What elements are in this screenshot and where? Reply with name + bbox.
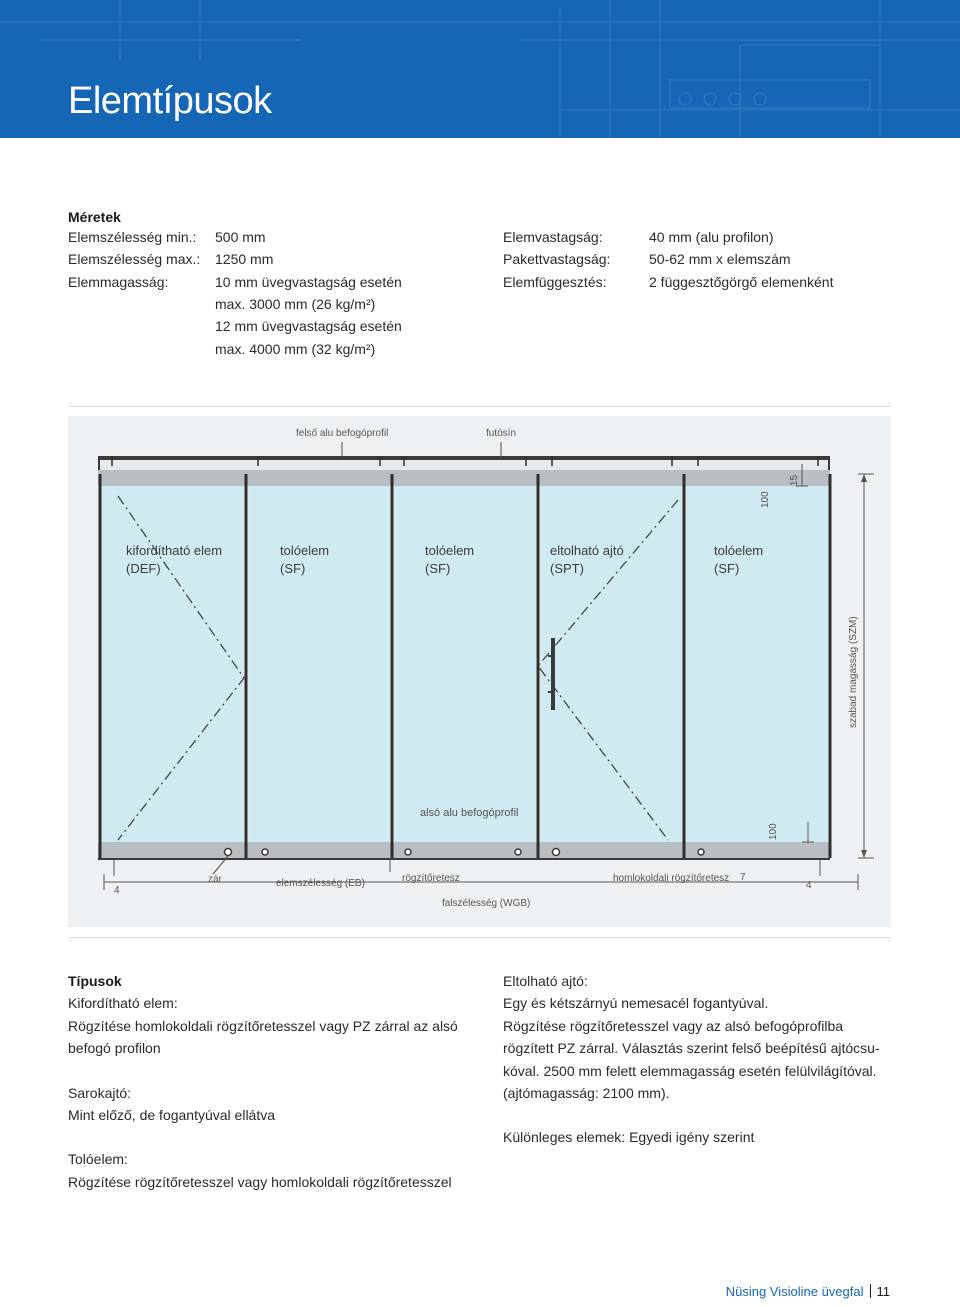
- dim-100-top: 100: [760, 491, 771, 508]
- bottom-profile-label: alsó alu befogóprofil: [420, 807, 519, 819]
- types-left-column: [68, 970, 488, 1193]
- panel-code: (SF): [714, 561, 740, 576]
- type-line: Mint előző, de fogantyúval ellátva: [68, 1107, 276, 1124]
- spec-label: Elemfüggesztés:: [503, 274, 607, 290]
- spacer: [68, 1126, 488, 1148]
- type-line: Különleges elemek: Egyedi igény szerint: [503, 1129, 755, 1146]
- type-line: kóval. 2500 mm felett elemmagasság esetén felülvilágítóval.: [503, 1062, 877, 1079]
- panel-name: tolóelem: [714, 543, 764, 558]
- spacer: [503, 1104, 903, 1126]
- top-profile-label: felső alu befogóprofil: [296, 428, 389, 439]
- divider-bottom: [68, 937, 891, 938]
- spec-label: Elemszélesség max.:: [68, 251, 201, 267]
- rail-label: futósín: [486, 428, 517, 439]
- footer-brand: Nüsing Visioline üvegfal: [725, 1284, 864, 1299]
- panel-name: kifordítható elem: [126, 543, 223, 558]
- type-line: Tolóelem:: [68, 1151, 128, 1168]
- lock-label: zár: [208, 874, 222, 885]
- dim-100-bottom: 100: [768, 823, 779, 840]
- type-line: Egy és kétszárnyú nemesacél fogantyúval.: [503, 995, 769, 1012]
- dim-15: 15: [789, 474, 800, 486]
- page-footer: [0, 1284, 890, 1299]
- type-line: befogó profilon: [68, 1040, 161, 1057]
- divider-top: [68, 406, 891, 407]
- page-number: 11: [876, 1284, 890, 1299]
- header-banner: [0, 0, 960, 138]
- spec-value: 500 mm: [215, 229, 266, 245]
- type-line: Rögzítése rögzítőretesszel vagy homlokoldali rögzítőretesszel: [68, 1173, 452, 1190]
- type-line: Rögzítése homlokoldali rögzítőretesszel vagy PZ zárral az alsó: [68, 1017, 458, 1034]
- type-line: Rögzítése rögzítőretesszel vagy az alsó befogóprofilba: [503, 1017, 844, 1034]
- wall-width-label: falszélesség (WGB): [442, 898, 531, 909]
- spec-value: max. 3000 mm (26 kg/m²): [215, 296, 376, 312]
- panel-name: tolóelem: [425, 543, 475, 558]
- spec-value: 12 mm üvegvastagság esetén: [215, 318, 402, 334]
- spec-value: 10 mm üvegvastagság esetén: [215, 274, 402, 290]
- dim-left-4: 4: [114, 885, 120, 896]
- panel-code: (SF): [280, 561, 306, 576]
- spec-label: Elemszélesség min.:: [68, 229, 197, 245]
- end-bolt-label: homlokoldali rögzítőretesz: [613, 873, 730, 884]
- panel-code: (SPT): [550, 561, 584, 576]
- dim-7: 7: [740, 872, 746, 883]
- element-diagram: [68, 416, 891, 927]
- spec-value: 1250 mm: [215, 251, 274, 267]
- types-heading: Típusok: [68, 973, 122, 989]
- panel-code: (DEF): [126, 561, 161, 576]
- bolt-label: rögzítőretesz: [402, 873, 460, 884]
- spec-label: Pakettvastagság:: [503, 251, 611, 267]
- dim-free-height: szabad magasság (SZM): [848, 616, 859, 728]
- spec-value: 50-62 mm x elemszám: [649, 251, 791, 267]
- spec-label: Elemvastagság:: [503, 229, 603, 245]
- type-line: Sarokajtó:: [68, 1084, 132, 1101]
- spacer: [68, 1060, 488, 1082]
- footer-separator: [870, 1284, 871, 1298]
- panel-name: eltolható ajtó: [550, 543, 624, 558]
- panel-name: tolóelem: [280, 543, 330, 558]
- page-title: Elemtípusok: [68, 80, 272, 122]
- specs-heading: Méretek: [68, 209, 121, 225]
- type-line: (ajtómagasság: 2100 mm).: [503, 1085, 670, 1102]
- spec-value: 40 mm (alu profilon): [649, 229, 774, 245]
- spec-label: Elemmagasság:: [68, 274, 169, 290]
- spec-value: 2 függesztőgörgő elemenként: [649, 274, 834, 290]
- types-right-column: [503, 970, 903, 1149]
- type-line: Kifordítható elem:: [68, 995, 178, 1012]
- dim-right-4: 4: [806, 880, 812, 891]
- element-width-label: elemszélesség (EB): [276, 878, 365, 889]
- type-line: rögzített PZ zárral. Választás szerint felső beépítésű ajtócsu-: [503, 1040, 880, 1057]
- panel-code: (SF): [425, 561, 451, 576]
- spec-value: max. 4000 mm (32 kg/m²): [215, 341, 376, 357]
- type-line: Eltolható ajtó:: [503, 973, 588, 989]
